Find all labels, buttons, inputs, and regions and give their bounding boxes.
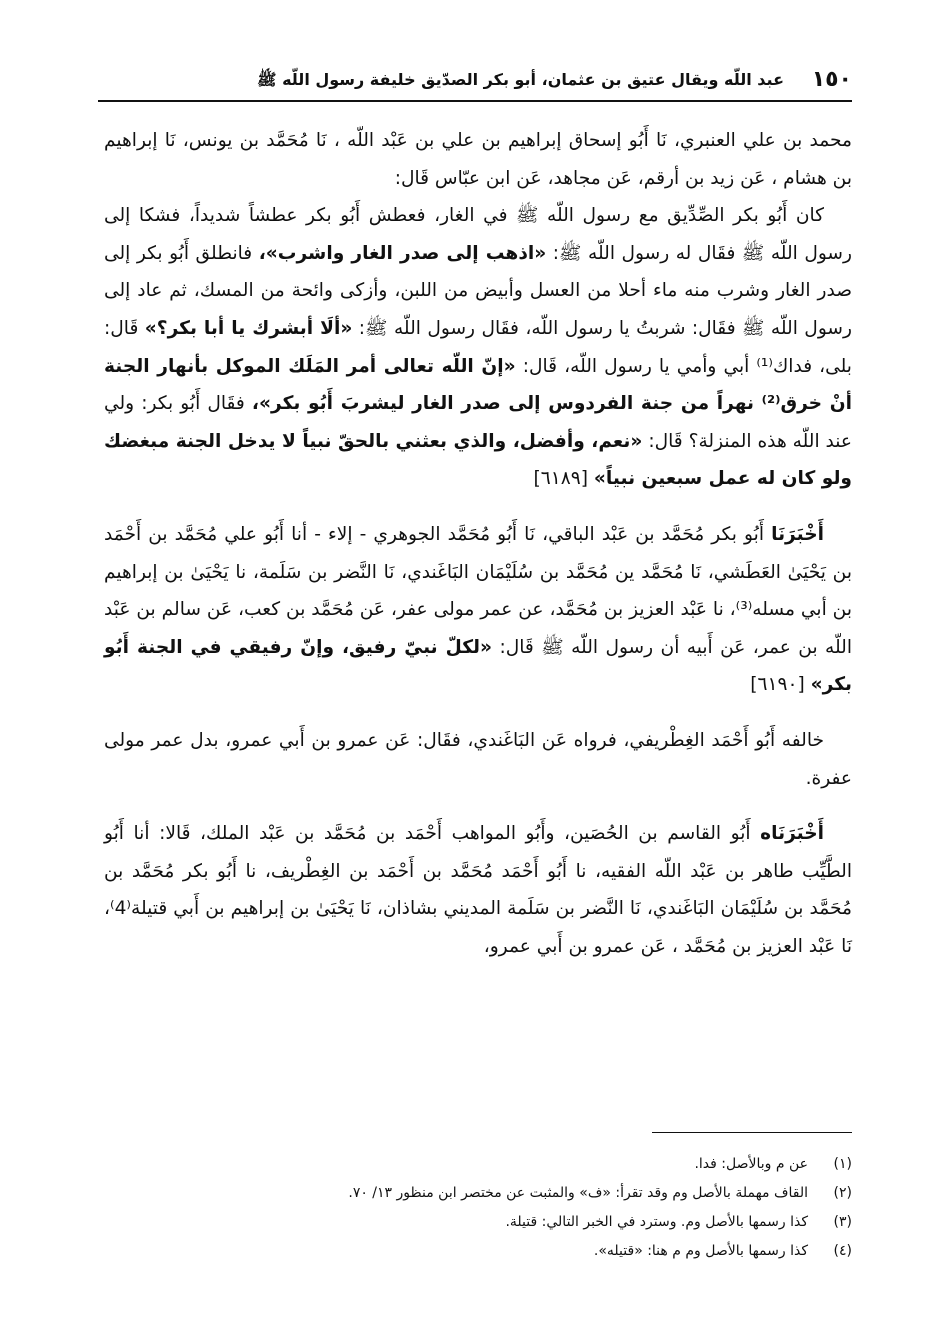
- paragraph-note: خالفه أَبُو أَحْمَد الغِطْريفي، فرواه عَن البَاغَندي، فقَال: عَن عمرو بن أَبي عمرو، بدل عمر مولى عفرة.: [104, 729, 852, 789]
- paragraph-hadith-6189: [104, 197, 852, 498]
- main-text: [104, 122, 852, 965]
- akhbarana-keyword: أَخْبَرَنَاه: [760, 823, 824, 845]
- footnote-text: القاف مهملة بالأصل وم وقد تقرأ: «ف» والمثبت عن مختصر ابن منظور ١٣/ ٧٠.: [348, 1185, 808, 1201]
- footnote-text: عن م وبالأصل: فدا.: [694, 1156, 808, 1172]
- text-run: أَبُو بكر مُحَمَّد بن عَبْد الباقي، نَا أَبُو مُحَمَّد الجوهري - إلاء - أنا أَبُو علي مُحَمَّد بن أَحْمَد بن يَحْيَىٰ العَطَشي، نَا مُحَمَّد ين مُحَمَّد بن سُلَيْمَان البَاغَندي، نَا النَّضر بن سَلَمة، نا يَحْيَىٰ بن إبراهيم بن أبي مسله⁽³⁾، نا عَبْد العزيز بن مُحَمَّد، عن عمر مولى عفر، عَن مُحَمَّد بن كعب، عَن سالم بن عَبْد اللّه بن عمر، عَن أَبيه أن رسول اللّه ﷺ قَال:: [104, 523, 852, 658]
- footnote: [192, 1208, 852, 1237]
- paragraph-isnad-2: [104, 815, 852, 965]
- footnote: [192, 1150, 852, 1179]
- hadith-number: [٦١٨٩]: [533, 468, 588, 490]
- paragraph-isnad-1: محمد بن علي العنبري، نَا أَبُو إسحاق إبراهيم بن علي بن عَبْد اللّه ، نَا مُحَمَّد بن يونس، نَا إبراهيم بن هشام ، عَن زيد بن أرقم، عَن مجاهد، عَن ابن عبّاس قَال:: [104, 130, 852, 189]
- page-number: ١٥٠: [811, 67, 852, 92]
- footnote-text: كذا رسمها بالأصل وم. وسترد في الخبر التالي: قتيلة.: [505, 1214, 808, 1230]
- footnote-number: (٤): [833, 1243, 852, 1259]
- page-header: [98, 60, 852, 100]
- akhbarana-keyword: أَخْبَرَنَا: [771, 523, 824, 545]
- prophetic-quote: «ألَا أبشرك يا أبا بكر؟»: [144, 317, 353, 339]
- running-title: عبد اللّه ويقال عتيق بن عثمان، أبو بكر الصدّيق خليفة رسول اللّه ﷺ: [257, 70, 784, 89]
- paragraph-hadith-6190: [104, 516, 852, 704]
- footnote-rule: [652, 1132, 852, 1133]
- text-run: أَبُو القاسم بن الحُصَين، وأَبُو المواهب أَحْمَد بن مُحَمَّد بن عَبْد الملك، قَالا: أنا أَبُو الطَّيِّب طاهر بن عَبْد اللّه الفقيه، نا أَبُو أَحْمَد مُحَمَّد بن أَحْمَد بن الغِطْريف، نا أَبُو بكر مُحَمَّد بن مُحَمَّد بن سُلَيْمَان البَاغَندي، نَا النَّضر بن سَلَمة المديني بشاذان، نَا يَحْيَىٰ بن إبراهيم بن أَبي قتيلة⁽4⁾، نَا عَبْد العزيز بن مُحَمَّد ، عَن عمرو بن أَبي عمرو،: [104, 823, 852, 957]
- text-run: فانطلق أَبُو بكر إلى صدر الغار وشرب منه ماء أحلا من العسل وأبيض من اللبن، وأزكى وائحة من المسك، ثم عاد إلى رسول اللّه ﷺ فقَال: شربتُ يا رسول اللّه، فقَال رسول اللّه ﷺ:: [104, 242, 852, 339]
- footnote: [192, 1237, 852, 1266]
- prophetic-quote: «لكلّ نبيّ رفيق، وإنّ رفيقي في الجنة أَبُو بكر»: [104, 636, 852, 696]
- text-run: كان أَبُو بكر الصِّدِّيق مع رسول اللّه ﷺ في الغار، فعطش أَبُو بكر عطشاً شديداً، فشكا إلى رسول اللّه ﷺ فقَال له رسول اللّه ﷺ:: [104, 205, 852, 264]
- footnote-number: (٢): [833, 1185, 852, 1201]
- footnotes: [192, 1150, 852, 1266]
- prophetic-quote: «اذهب إلى صدر الغار واشرب»،: [258, 242, 547, 264]
- footnote-text: كذا رسمها بالأصل وم م هنا: «قتيله».: [593, 1243, 808, 1259]
- text-run: فقَال أَبُو بكر: ولي عند اللّه هذه المنزلة؟ قَال:: [104, 393, 853, 452]
- text-run: قَال: بلى، فداك⁽¹⁾ أبي وأمي يا رسول اللّه، قَال:: [104, 317, 852, 377]
- footnote-number: (٣): [833, 1214, 852, 1230]
- prophetic-quote: «نعم، وأفضل، والذي بعثني بالحقّ نبياً لا يدخل الجنة مبغضك ولو كان له عمل سبعين نبياً»: [104, 430, 852, 490]
- hadith-number: [٦١٩٠]: [750, 674, 805, 696]
- header-rule: [98, 100, 852, 102]
- footnote-number: (١): [833, 1156, 852, 1172]
- footnote: [192, 1179, 852, 1208]
- prophetic-quote: «إنّ اللّه تعالى أمر المَلَك الموكل بأنهار الجنة أنْ خرق⁽²⁾ نهراً من جنة الفردوس إلى صدر الغار ليشربَ أَبُو بكر»،: [104, 355, 852, 415]
